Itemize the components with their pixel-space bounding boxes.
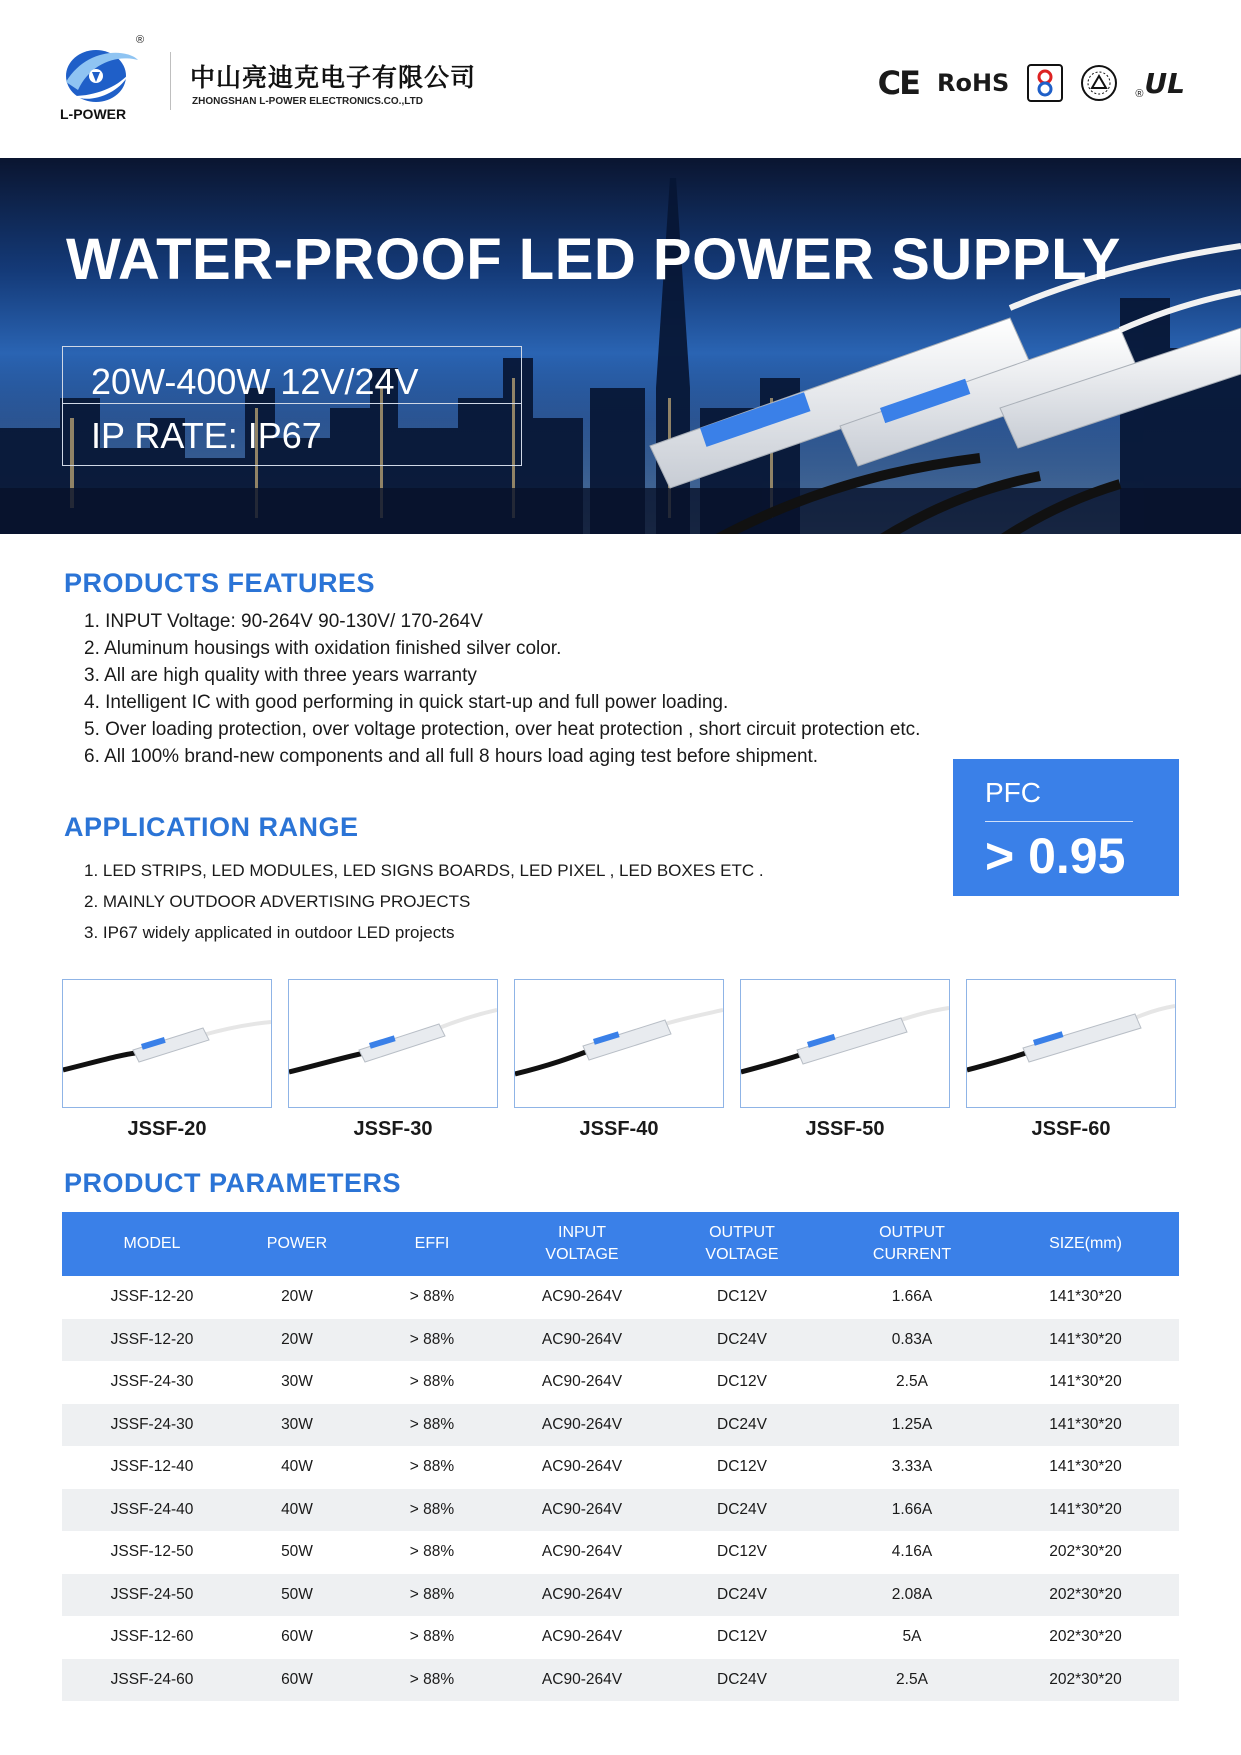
header-output-voltage: OUTPUT VOLTAGE [652, 1212, 832, 1276]
application-item: 3. IP67 widely applicated in outdoor LED projects [84, 923, 455, 942]
cell-input-voltage: AC90-264V [541, 1458, 623, 1476]
cell-effi: > 88% [352, 1574, 512, 1617]
ul-text: UL [1144, 66, 1185, 100]
product-card [62, 979, 272, 1141]
parameters-table [62, 1212, 1179, 1701]
cell-output-current: 3.33A [891, 1458, 933, 1476]
cell-output-voltage: DC24V [652, 1319, 832, 1362]
cell-effi: > 88% [409, 1543, 455, 1561]
cell-effi: > 88% [409, 1288, 455, 1306]
cell-size: 141*30*20 [992, 1489, 1179, 1532]
product-image [288, 979, 498, 1108]
cell-output-current: 5A [902, 1628, 922, 1646]
header-power: POWER [242, 1212, 352, 1276]
feature-item: 3. All are high quality with three years warranty [84, 665, 477, 686]
table-row [62, 1404, 1179, 1447]
cell-power: 20W [281, 1288, 313, 1306]
product-name: JSSF-40 [579, 1118, 659, 1140]
banner-title: WATER-PROOF LED POWER SUPPLY [66, 227, 1121, 292]
cell-power: 50W [242, 1574, 352, 1617]
cell-input-voltage: AC90-264V [541, 1543, 623, 1561]
table-row [62, 1659, 1179, 1702]
cell-model: JSSF-12-20 [110, 1288, 194, 1306]
product-card [740, 979, 950, 1141]
feature-item: 1. INPUT Voltage: 90-264V 90-130V/ 170-264V [84, 611, 483, 632]
cell-input-voltage: AC90-264V [512, 1574, 652, 1617]
cell-model: JSSF-12-50 [110, 1543, 194, 1561]
table-header-row [62, 1212, 1179, 1276]
cell-output-voltage: DC24V [652, 1404, 832, 1447]
cell-output-current: 2.08A [832, 1574, 992, 1617]
cell-power: 30W [242, 1404, 352, 1447]
table-row [62, 1446, 1179, 1489]
cell-power: 40W [281, 1458, 313, 1476]
cell-output-voltage: DC12V [717, 1543, 767, 1561]
cell-effi: > 88% [409, 1628, 455, 1646]
cell-model: JSSF-12-40 [110, 1458, 194, 1476]
ip-rate-spec: IP RATE: IP67 [91, 415, 322, 456]
cell-input-voltage: AC90-264V [512, 1319, 652, 1362]
header-model: MODEL [62, 1212, 242, 1276]
cell-size: 141*30*20 [1049, 1288, 1122, 1306]
cell-power: 30W [281, 1373, 313, 1391]
cell-output-voltage: DC24V [652, 1659, 832, 1702]
product-name: JSSF-20 [127, 1118, 207, 1140]
ul-mark [1135, 67, 1185, 100]
page-header [0, 0, 1241, 160]
table-row [62, 1574, 1179, 1617]
cell-size: 202*30*20 [992, 1574, 1179, 1617]
product-name: JSSF-30 [353, 1118, 433, 1140]
product-image [740, 979, 950, 1108]
cell-model: JSSF-24-30 [110, 1373, 194, 1391]
logo-text: L-POWER [60, 106, 127, 122]
cell-model: JSSF-24-60 [62, 1659, 242, 1702]
feature-item: 6. All 100% brand-new components and all full 8 hours load aging test before shipment. [84, 746, 819, 767]
table-row [62, 1616, 1179, 1659]
cell-size: 202*30*20 [1049, 1628, 1122, 1646]
company-name-cn: 中山亮迪克电子有限公司 [190, 64, 477, 92]
product-image [62, 979, 272, 1108]
cell-power: 20W [242, 1319, 352, 1362]
application-title: APPLICATION RANGE [64, 812, 359, 842]
cell-output-current: 1.66A [891, 1288, 933, 1306]
cell-model: JSSF-12-60 [110, 1628, 194, 1646]
cell-output-current: 2.5A [832, 1659, 992, 1702]
power-voltage-spec: 20W-400W 12V/24V [91, 361, 419, 402]
spec-box [62, 346, 522, 466]
header-size: SIZE(mm) [992, 1212, 1179, 1276]
table-row [62, 1361, 1179, 1404]
ccc-mark-icon [1027, 64, 1063, 102]
hero-banner [0, 158, 1241, 534]
cell-output-current: 1.66A [832, 1489, 992, 1532]
product-card [966, 979, 1176, 1141]
cell-power: 50W [281, 1543, 313, 1561]
cell-output-current: 4.16A [891, 1543, 933, 1561]
product-image [514, 979, 724, 1108]
cell-output-current: 0.83A [832, 1319, 992, 1362]
cell-input-voltage: AC90-264V [541, 1373, 623, 1391]
cell-model: JSSF-24-30 [62, 1404, 242, 1447]
product-image [966, 979, 1176, 1108]
cell-input-voltage: AC90-264V [512, 1404, 652, 1447]
header-effi: EFFI [352, 1212, 512, 1276]
feature-item: 2. Aluminum housings with oxidation finished silver color. [84, 638, 562, 659]
cell-output-current: 2.5A [896, 1373, 928, 1391]
pfc-badge [953, 759, 1179, 896]
cell-size: 141*30*20 [992, 1404, 1179, 1447]
cell-model: JSSF-12-20 [62, 1319, 242, 1362]
cell-input-voltage: AC90-264V [541, 1288, 623, 1306]
cell-input-voltage: AC90-264V [541, 1628, 623, 1646]
spec-divider [63, 403, 521, 404]
cell-size: 202*30*20 [1049, 1543, 1122, 1561]
cell-output-voltage: DC12V [717, 1288, 767, 1306]
ul-registered: ® [1135, 87, 1144, 100]
product-name: JSSF-60 [1031, 1118, 1111, 1140]
cell-effi: > 88% [352, 1659, 512, 1702]
cell-model: JSSF-24-40 [62, 1489, 242, 1532]
cell-effi: > 88% [352, 1404, 512, 1447]
cell-size: 202*30*20 [992, 1659, 1179, 1702]
cell-model: JSSF-24-50 [62, 1574, 242, 1617]
table-body [62, 1276, 1179, 1701]
cell-output-voltage: DC12V [717, 1458, 767, 1476]
cell-effi: > 88% [409, 1373, 455, 1391]
feature-item: 5. Over loading protection, over voltage protection, over heat protection , short circuit protection etc. [84, 719, 921, 740]
company-name-en: ZHONGSHAN L-POWER ELECTRONICS.CO.,LTD [192, 96, 423, 107]
pfc-divider [985, 821, 1133, 822]
header-input-voltage: INPUT VOLTAGE [512, 1212, 652, 1276]
registered-mark: ® [136, 34, 145, 46]
product-card [288, 979, 498, 1141]
features-list [84, 608, 920, 770]
cell-output-voltage: DC12V [717, 1628, 767, 1646]
product-card [514, 979, 724, 1141]
cell-output-voltage: DC12V [717, 1373, 767, 1391]
cell-power: 60W [281, 1628, 313, 1646]
cell-power: 40W [242, 1489, 352, 1532]
cell-effi: > 88% [409, 1458, 455, 1476]
table-row [62, 1531, 1179, 1574]
table-row [62, 1276, 1179, 1319]
product-name: JSSF-50 [805, 1118, 885, 1140]
table-row [62, 1489, 1179, 1532]
cell-size: 141*30*20 [1049, 1373, 1122, 1391]
application-item: 1. LED STRIPS, LED MODULES, LED SIGNS BOARDS, LED PIXEL , LED BOXES ETC . [84, 861, 764, 880]
application-list [84, 855, 764, 948]
feature-item: 4. Intelligent IC with good performing in quick start-up and full power loading. [84, 692, 729, 713]
cell-input-voltage: AC90-264V [512, 1489, 652, 1532]
table-row [62, 1319, 1179, 1362]
cell-output-voltage: DC24V [652, 1489, 832, 1532]
header-output-current: OUTPUT CURRENT [832, 1212, 992, 1276]
pfc-value: > 0.95 [985, 828, 1126, 884]
features-title: PRODUCTS FEATURES [64, 568, 376, 598]
parameters-title: PRODUCT PARAMETERS [64, 1168, 402, 1198]
product-gallery [62, 979, 1179, 1139]
cell-output-voltage: DC24V [652, 1574, 832, 1617]
header-divider [170, 52, 171, 110]
cell-size: 141*30*20 [992, 1319, 1179, 1362]
application-item: 2. MAINLY OUTDOOR ADVERTISING PROJECTS [84, 892, 471, 911]
cell-effi: > 88% [352, 1319, 512, 1362]
safety-mark-icon [1081, 65, 1117, 101]
cell-output-current: 1.25A [832, 1404, 992, 1447]
cell-effi: > 88% [352, 1489, 512, 1532]
ce-mark: CE [877, 64, 919, 102]
rohs-mark: RoHS [936, 69, 1010, 97]
certification-marks [878, 64, 1185, 102]
cell-power: 60W [242, 1659, 352, 1702]
cell-size: 141*30*20 [1049, 1458, 1122, 1476]
pfc-label: PFC [985, 777, 1041, 808]
cell-input-voltage: AC90-264V [512, 1659, 652, 1702]
